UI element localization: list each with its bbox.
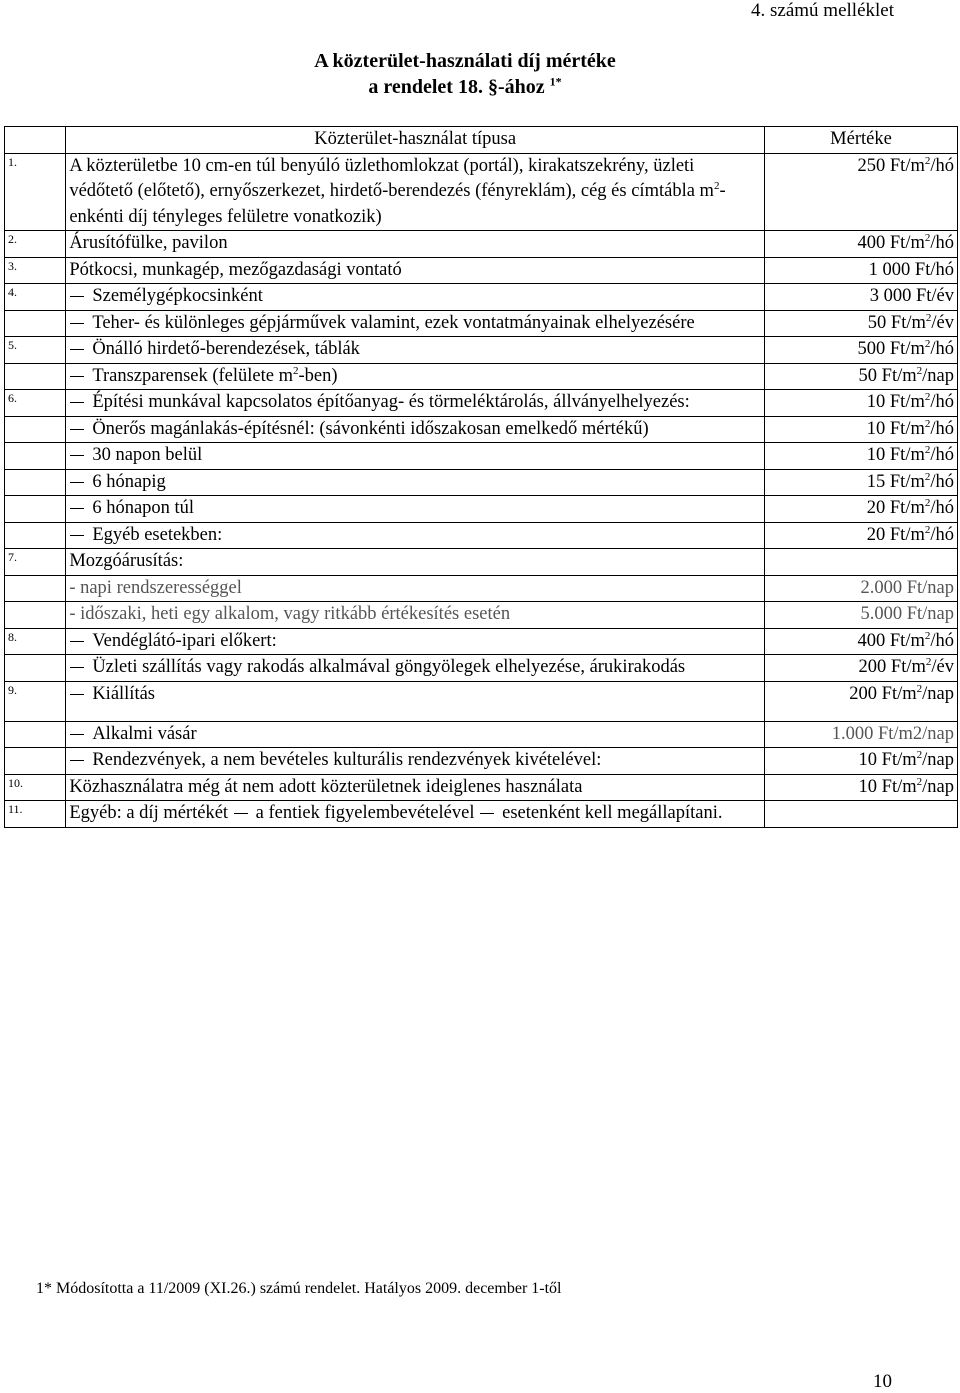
row-number: 1. xyxy=(5,153,66,231)
row-number: 4. xyxy=(5,284,66,311)
annex-label: 4. számú melléklet xyxy=(751,0,894,21)
table-row xyxy=(5,443,958,470)
row-number xyxy=(5,748,66,775)
table-row xyxy=(5,257,958,284)
row-description: Árusítófülke, pavilon xyxy=(66,231,765,258)
dash-bullet xyxy=(70,455,84,456)
dash-bullet xyxy=(70,508,84,509)
dash-bullet xyxy=(70,760,84,761)
table-row xyxy=(5,801,958,828)
document-subtitle: a rendelet 18. §-ához $^{1*}$ xyxy=(368,74,562,98)
dash-bullet xyxy=(70,349,84,350)
row-description: 6 hónapon túl xyxy=(66,496,765,523)
table-row xyxy=(5,748,958,775)
row-rate: 1.000 Ft/m2/nap xyxy=(764,721,957,748)
row-rate: 200 $Ft/m^2$/nap xyxy=(764,681,957,721)
row-number: 5. xyxy=(5,337,66,364)
dash-bullet xyxy=(70,429,84,430)
dash-bullet xyxy=(70,641,84,642)
row-rate xyxy=(764,549,957,576)
dash-separator xyxy=(480,813,494,814)
row-number xyxy=(5,655,66,682)
row-number xyxy=(5,496,66,523)
row-number xyxy=(5,443,66,470)
row-number xyxy=(5,363,66,390)
dash-bullet xyxy=(70,535,84,536)
row-number xyxy=(5,522,66,549)
table-row xyxy=(5,416,958,443)
row-description: Személygépkocsinként xyxy=(66,284,765,311)
table-row xyxy=(5,602,958,629)
row-number xyxy=(5,469,66,496)
row-number xyxy=(5,721,66,748)
row-description: Pótkocsi, munkagép, mezőgazdasági vontató xyxy=(66,257,765,284)
row-rate: 2.000 Ft/nap xyxy=(764,575,957,602)
table-row xyxy=(5,655,958,682)
table-row xyxy=(5,549,958,576)
row-description: Rendezvények, a nem bevételes kulturális rendezvények kivételével: xyxy=(66,748,765,775)
dash-separator xyxy=(234,813,248,814)
row-rate: 10 $Ft/m^2/hó$ xyxy=(764,443,957,470)
row-rate: 200 $Ft/m^2/év$ xyxy=(764,655,957,682)
row-description: Önerős magánlakás-építésnél: (sávonkénti időszakosan emelkedő mértékű) xyxy=(66,416,765,443)
row-number: 2. xyxy=(5,231,66,258)
dash-bullet xyxy=(70,694,84,695)
table-row xyxy=(5,469,958,496)
row-rate: 10 $Ft/m^2$/nap xyxy=(764,748,957,775)
table-row xyxy=(5,231,958,258)
row-description: Teher- és különleges gépjárművek valamint, ezek vontatmányainak elhelyezésére xyxy=(66,310,765,337)
row-description: - napi rendszerességgel xyxy=(66,575,765,602)
table-row xyxy=(5,774,958,801)
table-row xyxy=(5,496,958,523)
footnote: 1* Módosította a 11/2009 (XI.26.) számú rendelet. Hatályos 2009. december 1-től xyxy=(36,1280,562,1297)
row-rate: 500 $Ft/m^2/hó$ xyxy=(764,337,957,364)
row-rate: 50 $Ft/m^2/év$ xyxy=(764,310,957,337)
row-number: 3. xyxy=(5,257,66,284)
table-row xyxy=(5,628,958,655)
table-row xyxy=(5,390,958,417)
table-row xyxy=(5,310,958,337)
row-number: 11. xyxy=(5,801,66,828)
table-row xyxy=(5,681,958,721)
row-number: 9. xyxy=(5,681,66,721)
row-number: 8. xyxy=(5,628,66,655)
row-rate: 10 $Ft/m^2$/nap xyxy=(764,774,957,801)
row-description: Alkalmi vásár xyxy=(66,721,765,748)
row-description: Vendéglátó-ipari előkert: xyxy=(66,628,765,655)
row-description: Mozgóárusítás: xyxy=(66,549,765,576)
table-header-row xyxy=(5,127,958,154)
row-description: Kiállítás xyxy=(66,681,765,721)
row-description: Önálló hirdető-berendezések, táblák xyxy=(66,337,765,364)
table-row xyxy=(5,284,958,311)
table-row xyxy=(5,153,958,231)
row-description: Egyéb esetekben: xyxy=(66,522,765,549)
row-rate: 1 000 Ft/hó xyxy=(764,257,957,284)
row-rate: 50 $Ft/m^2$/nap xyxy=(764,363,957,390)
table-row xyxy=(5,363,958,390)
document-title: A közterület-használati díj mértéke xyxy=(314,50,616,72)
row-rate: 400 $Ft/m^2/hó$ xyxy=(764,628,957,655)
dash-bullet xyxy=(70,323,84,324)
row-rate: 15 $Ft/m^2/hó$ xyxy=(764,469,957,496)
dash-bullet xyxy=(70,376,84,377)
row-rate xyxy=(764,801,957,828)
row-number: 6. xyxy=(5,390,66,417)
column-header-use: Közterület-használat típusa xyxy=(66,127,765,154)
page-number: 10 xyxy=(873,1371,892,1392)
row-rate: 20 $Ft/m^2/hó$ xyxy=(764,522,957,549)
row-rate: 5.000 Ft/nap xyxy=(764,602,957,629)
dash-bullet xyxy=(70,667,84,668)
row-rate: 10 $Ft/m^2/hó$ xyxy=(764,390,957,417)
row-number: 7. xyxy=(5,549,66,576)
dash-bullet xyxy=(70,296,84,297)
row-number xyxy=(5,575,66,602)
footnote-ref: 1* xyxy=(549,74,562,89)
row-rate: 20 $Ft/m^2/hó$ xyxy=(764,496,957,523)
row-description: Közhasználatra még át nem adott közterületnek ideiglenes használata xyxy=(66,774,765,801)
row-description: 6 hónapig xyxy=(66,469,765,496)
row-description: Üzleti szállítás vagy rakodás alkalmával göngyölegek elhelyezése, árukirakodás xyxy=(66,655,765,682)
fee-table xyxy=(4,126,958,828)
row-number: 10. xyxy=(5,774,66,801)
row-rate: 400 $Ft/m^2/hó$ xyxy=(764,231,957,258)
row-description: Építési munkával kapcsolatos építőanyag- és törmeléktárolás, állványelhelyezés: xyxy=(66,390,765,417)
dash-bullet xyxy=(70,734,84,735)
row-rate: 10 $Ft/m^2/hó$ xyxy=(764,416,957,443)
row-number xyxy=(5,310,66,337)
row-number xyxy=(5,602,66,629)
column-header-rate: Mértéke xyxy=(764,127,957,154)
table-row xyxy=(5,721,958,748)
row-description: A közterületbe 10 cm-en túl benyúló üzlethomlokzat (portál), kirakatszekrény, üzleti védőtető (előtető), ernyőszerkezet, hirdető-berendezés (fényreklám), cég és címtábla $m^2$-enkénti díj tényleges felületre vonatkozik) xyxy=(66,153,765,231)
dash-bullet xyxy=(70,482,84,483)
dash-bullet xyxy=(70,402,84,403)
row-description: - időszaki, heti egy alkalom, vagy ritkább értékesítés esetén xyxy=(66,602,765,629)
table-row xyxy=(5,575,958,602)
row-description: 30 napon belül xyxy=(66,443,765,470)
table-row xyxy=(5,337,958,364)
row-description: Egyéb: a díj mértékét a fentiek figyelembevételével esetenként kell megállapítani. xyxy=(66,801,765,828)
row-description: Transzparensek (felülete $m^2-ben$) xyxy=(66,363,765,390)
table-row xyxy=(5,522,958,549)
row-number xyxy=(5,416,66,443)
row-rate: 3 000 Ft/év xyxy=(764,284,957,311)
row-rate: 250 $Ft/m^2/hó$ xyxy=(764,153,957,231)
